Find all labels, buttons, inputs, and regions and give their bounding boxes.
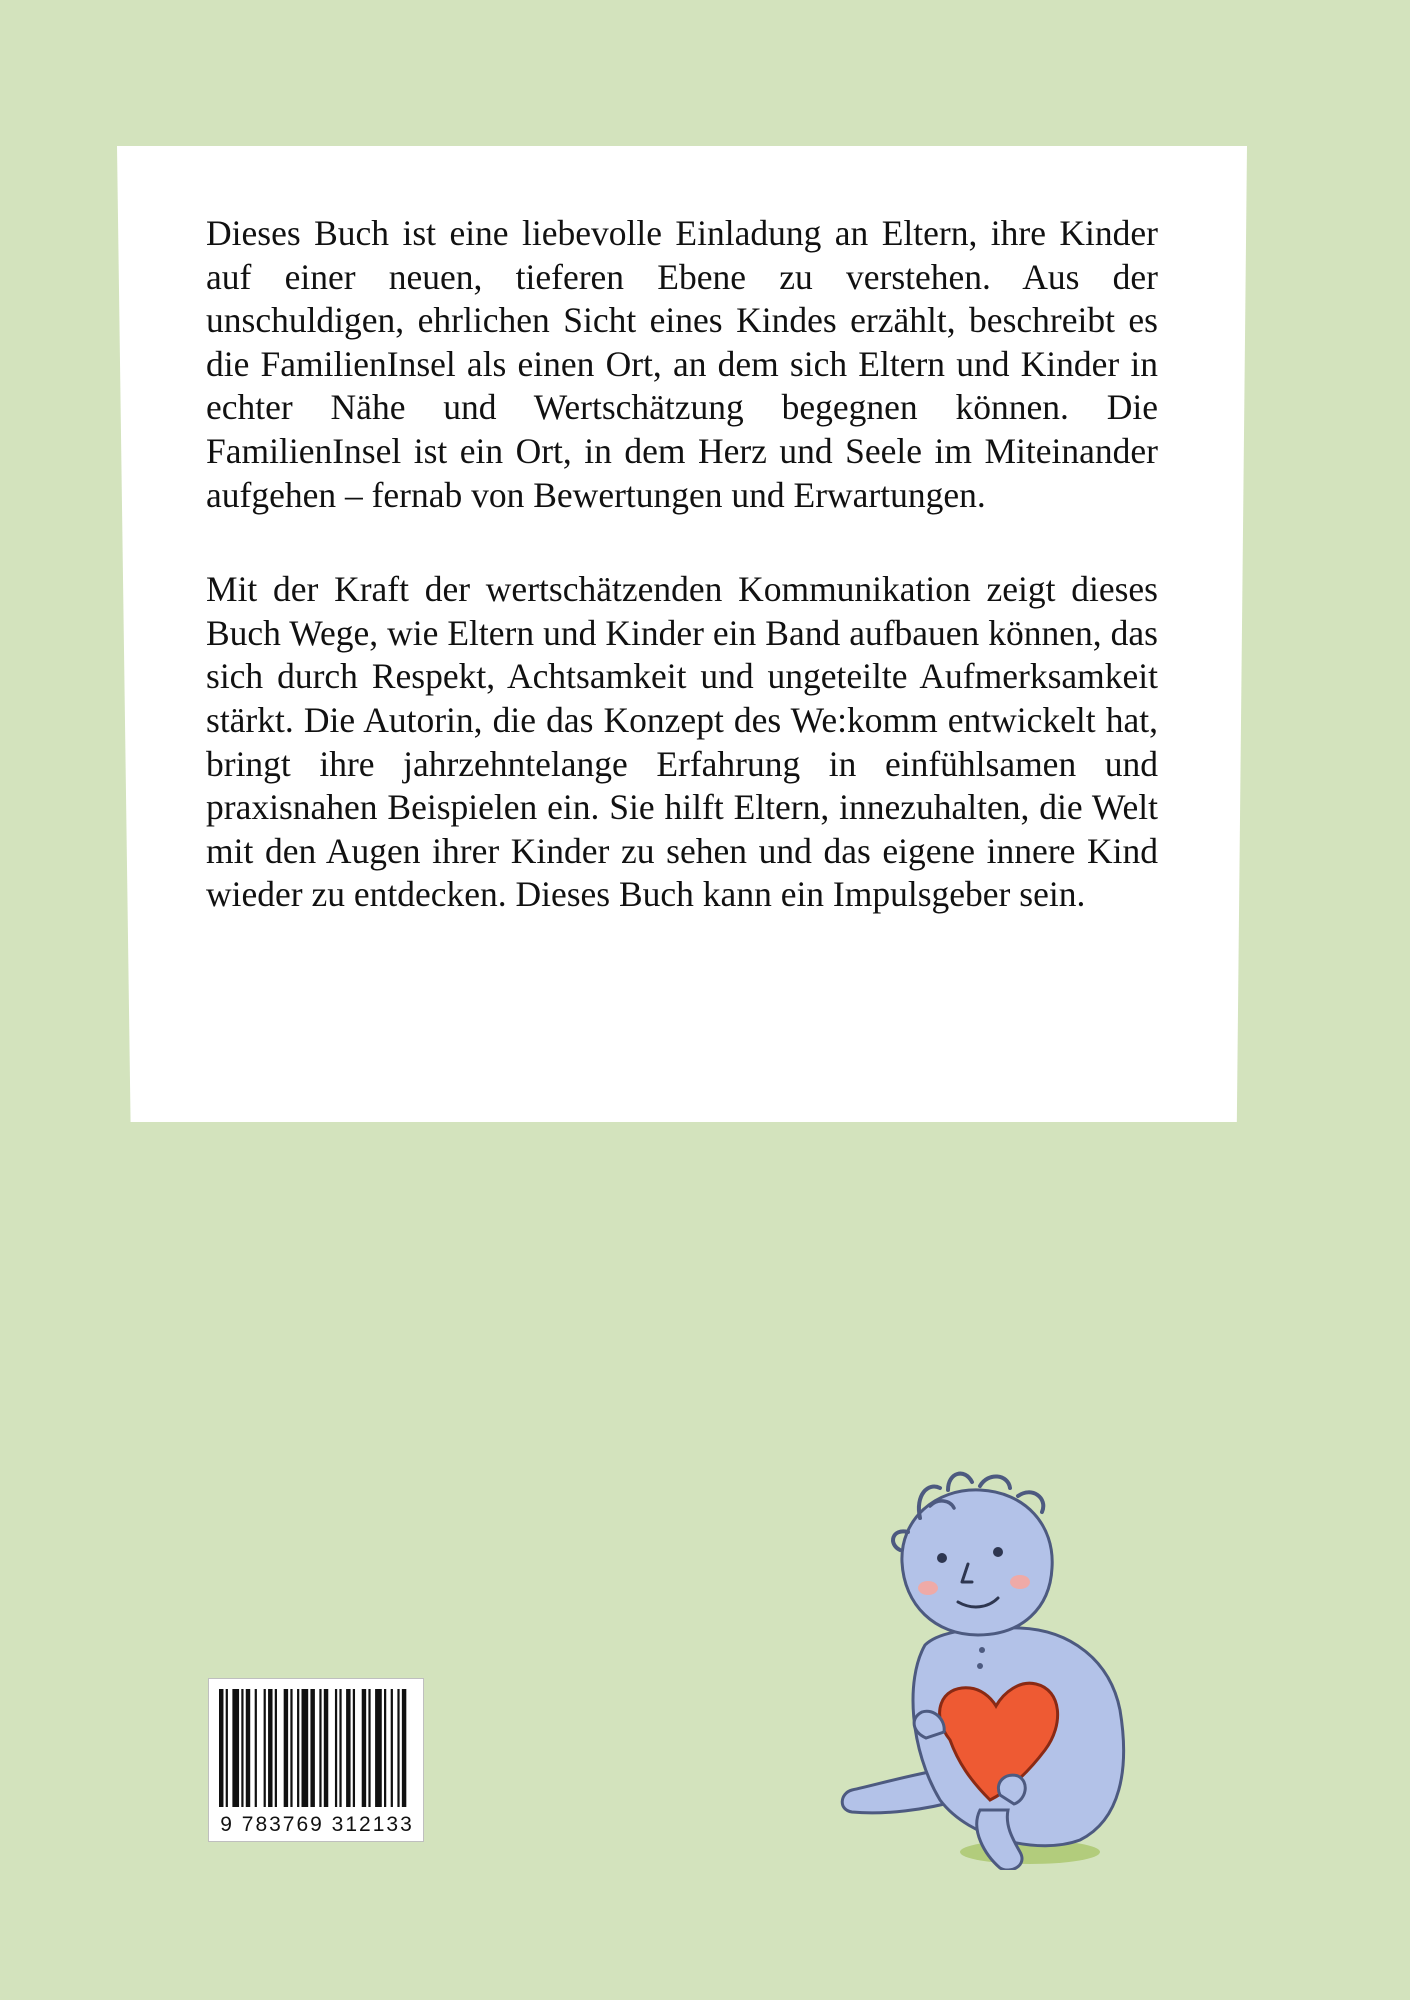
barcode-bar xyxy=(310,1689,314,1807)
barcode-bar xyxy=(226,1689,228,1807)
barcode-bar xyxy=(297,1689,299,1807)
barcode-bar xyxy=(402,1689,406,1807)
barcode-number: 9 783769 312133 xyxy=(220,1813,414,1836)
barcode-bar xyxy=(375,1689,382,1807)
barcode-bar xyxy=(232,1689,239,1807)
barcode-bar xyxy=(284,1689,288,1807)
barcode-bar xyxy=(397,1689,399,1807)
barcode-bar xyxy=(346,1689,350,1807)
blurb-paragraph-2: Mit der Kraft der wertschätzenden Kommunikation zeigt dieses Buch Wege, wie Eltern und Kinder ein Band aufbauen können, das sich durch Respekt, Achtsamkeit und ungeteilte Aufmerksamkeit stärkt. Die Autorin, die das Konzept des We:komm entwickelt hat, bringt ihre jahrzehntelange Erfahrung in einfühlsamen und praxisnahen Beispielen ein. Sie hilft Eltern, innezuhalten, die Welt mit den Augen ihrer Kinder zu sehen und das eigene innere Kind wieder zu entdecken. Dieses Buch kann ein Impulsgeber sein. xyxy=(206,569,1158,915)
barcode xyxy=(208,1678,424,1842)
barcode-bar xyxy=(268,1689,272,1807)
blurb-text xyxy=(206,212,1158,917)
barcode-bar xyxy=(324,1689,328,1807)
barcode-bar xyxy=(362,1689,366,1807)
barcode-bar xyxy=(290,1689,292,1807)
barcode-bar xyxy=(391,1689,393,1807)
barcode-bar xyxy=(264,1689,266,1807)
blurb-paragraph-1: Dieses Buch ist eine liebevolle Einladung an Eltern, ihre Kinder auf einer neuen, tieferen Ebene zu verstehen. Aus der unschuldigen, ehrlichen Sicht eines Kindes erzählt, beschreibt es die FamilienInsel als einen Ort, an dem sich Eltern und Kinder in echter Nähe und Wertschätzung begegnen können. Die FamilienInsel ist ein Ort, in dem Herz und Seele im Miteinander aufgehen – fernab von Bewertungen und Erwartungen. xyxy=(206,213,1158,515)
barcode-bar xyxy=(368,1689,370,1807)
barcode-bar xyxy=(255,1689,257,1807)
barcode-bars xyxy=(219,1689,413,1807)
barcode-bar xyxy=(319,1689,321,1807)
child-holding-heart-icon xyxy=(830,1470,1150,1870)
barcode-bar xyxy=(219,1689,223,1807)
barcode-bar xyxy=(275,1689,277,1807)
barcode-bar xyxy=(339,1689,341,1807)
barcode-bar xyxy=(353,1689,355,1807)
barcode-bar xyxy=(335,1689,337,1807)
barcode-bar xyxy=(384,1689,386,1807)
barcode-bar xyxy=(246,1689,250,1807)
barcode-bar xyxy=(302,1689,309,1807)
barcode-bar xyxy=(241,1689,243,1807)
